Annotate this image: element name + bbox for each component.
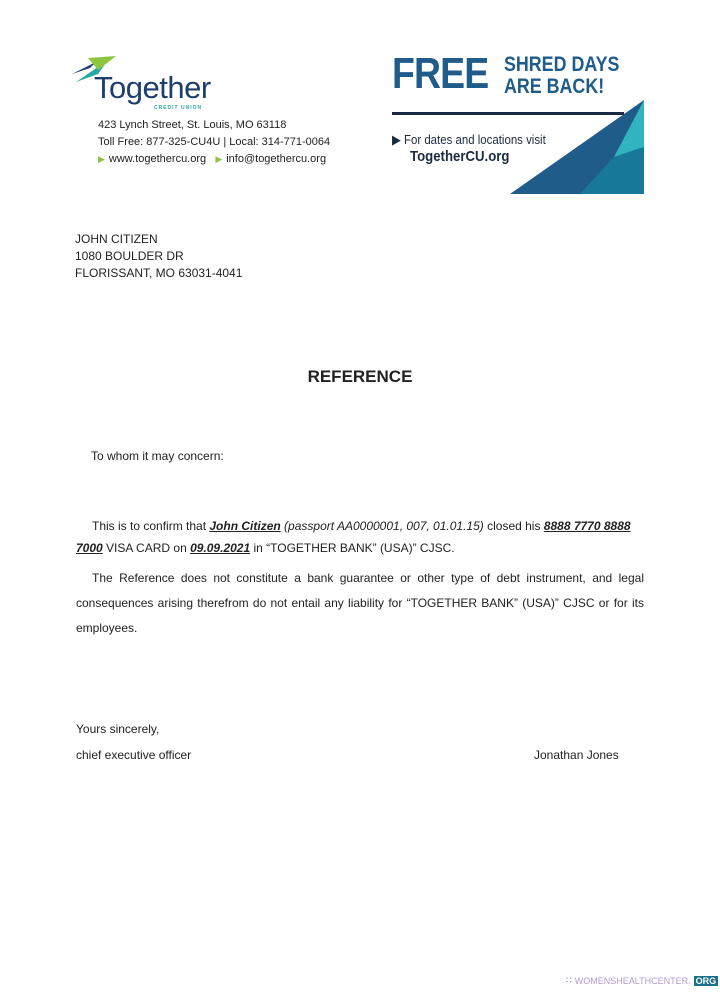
recipient-address bbox=[75, 231, 242, 282]
closing-signatory: Jonathan Jones bbox=[534, 748, 619, 762]
closing-sincerely: Yours sincerely, bbox=[76, 722, 160, 736]
recipient-name: JOHN CITIZEN bbox=[75, 232, 158, 246]
document-title: REFERENCE bbox=[307, 367, 413, 386]
banner-free: FREE bbox=[392, 49, 489, 98]
banner-url: TogetherCU.org bbox=[410, 148, 510, 165]
paragraph-confirmation: This is to confirm that John Citizen (passport AA0000001, 007, 01.01.15) closed his 8888 7770 8888 7000 VISA CARD on 09.09.2021 in “TOGETHER BANK” (USA)” CJSC. bbox=[76, 519, 631, 555]
shred-days-banner bbox=[392, 49, 644, 194]
website-link[interactable]: www.togethercu.org bbox=[108, 153, 207, 165]
letterhead-phones: Toll Free: 877-325-CU4U | Local: 314-771-0064 bbox=[98, 136, 331, 148]
arrow-icon: ▶ bbox=[215, 154, 223, 164]
salutation: To whom it may concern: bbox=[91, 449, 224, 463]
banner-line2: ARE BACK! bbox=[504, 75, 605, 98]
email-link[interactable]: info@togethercu.org bbox=[226, 153, 327, 165]
logo-subtitle: CREDIT UNION bbox=[154, 105, 203, 111]
letterhead-address: 423 Lynch Street, St. Louis, MO 63118 bbox=[98, 119, 287, 131]
watermark: ∷ WOMENSHEALTHCENTER. ORG bbox=[566, 975, 717, 986]
dots-icon: ∷ bbox=[566, 975, 572, 985]
banner-line1: SHRED DAYS bbox=[504, 53, 620, 76]
recipient-city: FLORISSANT, MO 63031-4041 bbox=[75, 266, 243, 280]
arrow-icon: ▶ bbox=[98, 154, 105, 164]
together-logo bbox=[68, 52, 228, 112]
logo-text: Together bbox=[94, 70, 211, 105]
letterhead-links bbox=[98, 150, 326, 168]
recipient-street: 1080 BOULDER DR bbox=[75, 249, 184, 263]
paragraph-disclaimer: The Reference does not constitute a bank guarantee or other type of debt instrument, and legal consequences arising therefrom do not entail any liability for “TOGETHER BANK” (USA)” CJSC or for its employees. bbox=[76, 571, 644, 635]
banner-divider bbox=[392, 112, 624, 115]
closing-position: chief executive officer bbox=[76, 748, 192, 762]
banner-visit: ▶ For dates and locations visit bbox=[392, 132, 546, 147]
